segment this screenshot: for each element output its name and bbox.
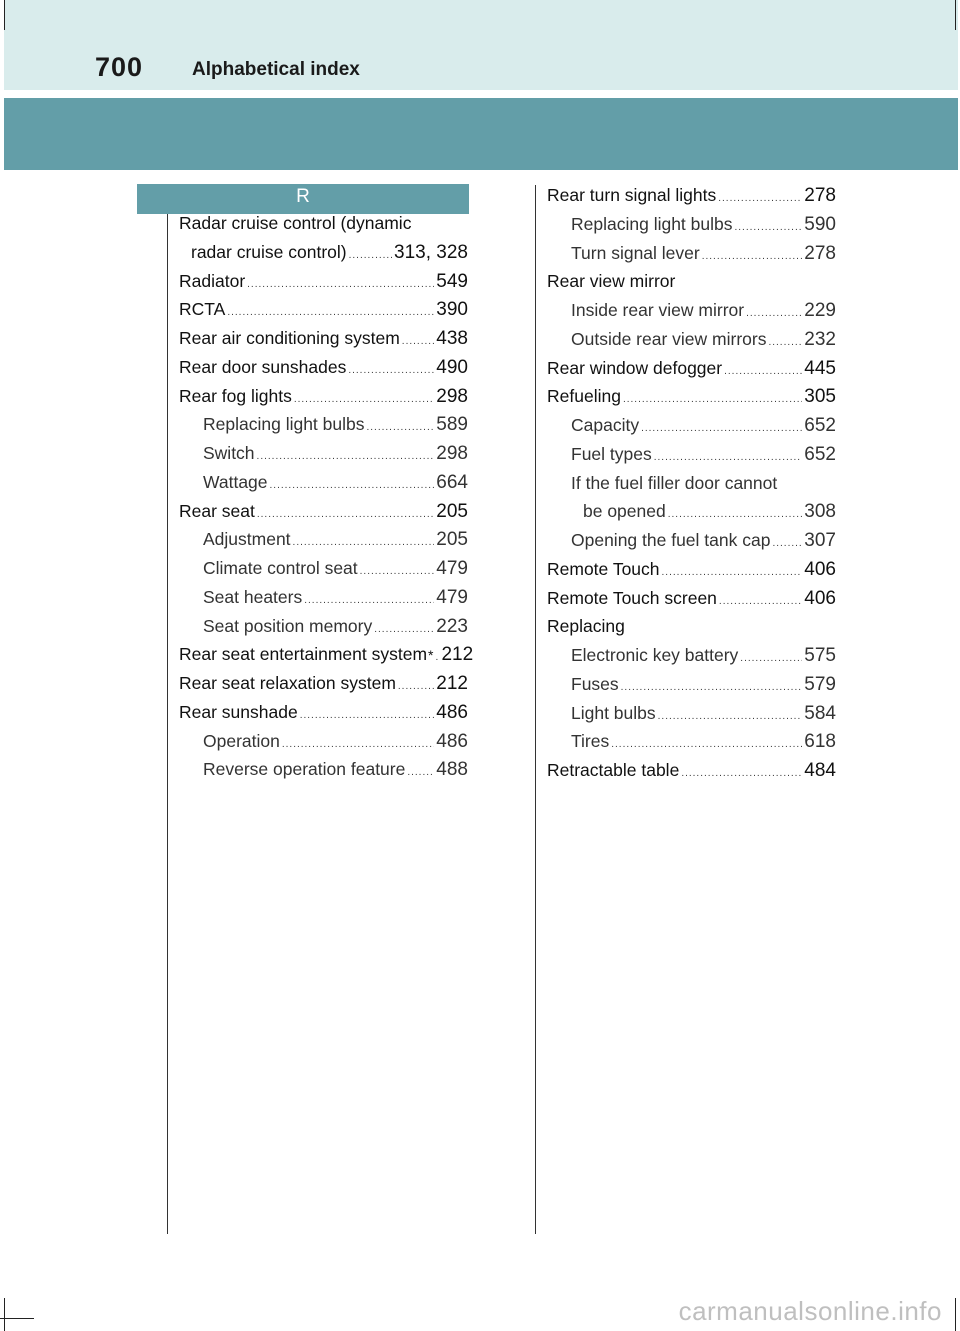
index-entry <box>547 358 836 387</box>
index-entry <box>179 501 468 530</box>
page-number: 700 <box>95 52 144 82</box>
entry-label: Rear seat entertainment system <box>179 644 428 665</box>
index-entry <box>547 530 836 559</box>
entry-page-number[interactable]: 479 <box>436 558 468 579</box>
section-letter-bar: R <box>137 184 469 214</box>
page-title: Alphabetical index <box>192 59 360 80</box>
entry-page-number[interactable]: 584 <box>804 702 836 724</box>
entry-page-number[interactable]: 590 <box>804 213 836 235</box>
leader-dots <box>718 193 802 204</box>
leader-dots <box>257 451 435 462</box>
index-entry <box>179 414 468 443</box>
entry-page-number[interactable]: 589 <box>436 414 468 436</box>
entry-label: Remote Touch screen <box>547 587 717 608</box>
entry-label: Operation <box>203 730 280 751</box>
index-entry <box>179 386 468 415</box>
entry-page-number[interactable]: 406 <box>804 558 836 580</box>
entry-page-number[interactable]: 205 <box>436 500 468 522</box>
entry-page-number[interactable]: 406 <box>804 587 836 609</box>
entry-label: Rear air conditioning system <box>179 328 400 348</box>
index-entry <box>179 587 468 616</box>
leader-dots <box>681 768 802 779</box>
index-entry <box>179 242 468 271</box>
index-entry <box>547 473 836 502</box>
crop-mark <box>0 1318 34 1319</box>
leader-dots <box>719 596 802 607</box>
index-entry <box>179 731 468 760</box>
leader-dots <box>611 739 802 750</box>
index-entry <box>179 644 474 673</box>
index-entry <box>179 271 468 300</box>
entry-page-number[interactable]: 490 <box>436 356 468 378</box>
index-entry <box>547 703 836 732</box>
crop-mark <box>4 0 5 30</box>
entry-page-number[interactable]: 229 <box>804 300 836 321</box>
index-entry <box>179 299 468 328</box>
entry-label: Turn signal lever <box>571 242 700 263</box>
entry-page-number[interactable]: 549 <box>436 270 468 292</box>
leader-dots <box>367 422 435 433</box>
index-entry <box>179 328 468 357</box>
index-entry <box>547 645 836 674</box>
leader-dots <box>293 537 435 548</box>
leader-dots <box>407 767 434 778</box>
entry-page-number[interactable]: 223 <box>436 615 468 637</box>
header-top-band <box>4 0 958 90</box>
leader-dots <box>398 681 434 692</box>
entry-page-number[interactable]: 308 <box>804 501 836 523</box>
entry-page-number[interactable]: 579 <box>804 673 836 695</box>
crop-mark <box>955 0 956 30</box>
index-entry <box>547 415 836 444</box>
entry-page-number[interactable]: 305 <box>804 386 836 408</box>
entry-page-number[interactable]: 298 <box>436 443 468 464</box>
entry-page-number[interactable]: 232 <box>804 328 836 350</box>
entry-page-number[interactable]: 652 <box>804 415 836 436</box>
entry-label: be opened <box>583 501 666 522</box>
index-entry <box>547 616 836 645</box>
index-entry <box>547 559 836 588</box>
leader-dots <box>641 423 802 434</box>
entry-label: Outside rear view mirrors <box>571 328 767 349</box>
entry-label: Adjustment <box>203 529 291 550</box>
entry-page-number[interactable]: 390 <box>436 299 468 321</box>
index-entry <box>547 300 836 329</box>
entry-label: Rear sunshade <box>179 701 298 722</box>
leader-dots <box>294 394 434 405</box>
entry-page-number[interactable]: 313, 328 <box>394 241 468 263</box>
index-column-right <box>547 185 836 789</box>
crop-mark <box>955 1298 956 1331</box>
index-entry <box>179 759 468 788</box>
entry-page-number[interactable]: 652 <box>804 443 836 465</box>
leader-dots <box>621 682 803 693</box>
entry-label: Radiator <box>179 270 246 291</box>
right-column-rule <box>535 185 536 1234</box>
leader-dots <box>282 739 434 750</box>
entry-label: Rear view mirror <box>547 271 676 292</box>
leader-dots <box>654 452 803 463</box>
entry-page-number[interactable]: 307 <box>804 530 836 551</box>
index-entry <box>547 214 836 243</box>
index-entry <box>179 673 468 702</box>
leader-dots <box>247 279 434 290</box>
entry-page-number[interactable]: 486 <box>436 701 468 723</box>
entry-page-number[interactable]: 278 <box>804 242 836 264</box>
leader-dots <box>227 307 434 318</box>
index-entry <box>179 558 468 587</box>
header-color-band <box>4 98 958 170</box>
leader-dots <box>435 652 439 663</box>
entry-label: Replacing light bulbs <box>203 414 365 435</box>
entry-page-number[interactable]: 488 <box>436 759 468 781</box>
index-entry <box>547 243 836 272</box>
index-entry <box>547 731 836 760</box>
leader-dots <box>772 538 802 549</box>
crop-mark <box>4 1298 5 1331</box>
leader-dots <box>662 567 803 578</box>
entry-label: If the fuel filler door cannot <box>571 472 778 493</box>
leader-dots <box>768 337 802 348</box>
entry-page-number[interactable]: 438 <box>436 328 468 349</box>
leader-dots <box>270 480 435 491</box>
leader-dots <box>740 653 802 664</box>
leader-dots <box>402 336 435 347</box>
entry-label: Replacing <box>547 616 625 637</box>
entry-page-number[interactable]: 205 <box>436 529 468 551</box>
entry-label: Opening the fuel tank cap <box>571 530 771 550</box>
index-entry <box>179 616 468 645</box>
entry-label: radar cruise control) <box>191 241 347 262</box>
index-column-left <box>179 213 474 788</box>
index-entry <box>547 444 836 473</box>
entry-page-number[interactable]: 618 <box>804 731 836 753</box>
entry-label: Switch <box>203 443 255 463</box>
entry-label: Rear turn signal lights <box>547 185 717 205</box>
entry-label: Seat heaters <box>203 586 303 607</box>
left-column-rule <box>167 214 168 1234</box>
index-entry <box>547 501 836 530</box>
entry-page-number[interactable]: 484 <box>804 760 836 781</box>
entry-label: Climate control seat <box>203 558 358 578</box>
footnote-asterisk: * <box>428 647 434 664</box>
index-entry <box>547 674 836 703</box>
entry-label: RCTA <box>179 299 226 320</box>
entry-label: Fuses <box>571 673 619 694</box>
entry-label: Tires <box>571 731 610 752</box>
entry-page-number[interactable]: 212 <box>436 673 468 694</box>
index-entry <box>547 329 836 358</box>
entry-label: Radar cruise control (dynamic <box>179 213 412 233</box>
index-entry <box>547 185 836 214</box>
index-entry <box>179 443 468 472</box>
entry-page-number[interactable]: 212 <box>441 644 474 666</box>
leader-dots <box>746 308 802 319</box>
leader-dots <box>257 509 434 520</box>
leader-dots <box>702 251 803 262</box>
leader-dots <box>668 509 803 520</box>
leader-dots <box>735 222 803 233</box>
entry-label: Retractable table <box>547 760 680 780</box>
entry-label: Wattage <box>203 471 268 492</box>
entry-label: Fuel types <box>571 443 652 464</box>
entry-label: Rear seat <box>179 500 255 521</box>
entry-label: Rear window defogger <box>547 357 723 378</box>
entry-label: Electronic key battery <box>571 645 739 665</box>
index-entry <box>547 588 836 617</box>
entry-page-number[interactable]: 479 <box>436 586 468 608</box>
entry-page-number[interactable]: 278 <box>804 185 836 206</box>
entry-page-number[interactable]: 664 <box>436 471 468 493</box>
entry-label: Remote Touch <box>547 558 660 579</box>
entry-label: Light bulbs <box>571 702 656 723</box>
watermark: carmanualsonline.info <box>678 1296 942 1326</box>
entry-label: Rear door sunshades <box>179 356 347 377</box>
index-entry <box>179 357 468 386</box>
leader-dots <box>300 710 435 721</box>
entry-label: Inside rear view mirror <box>571 300 745 320</box>
entry-page-number[interactable]: 486 <box>436 730 468 752</box>
leader-dots <box>349 250 392 261</box>
entry-label: Replacing light bulbs <box>571 213 733 234</box>
entry-page-number[interactable]: 298 <box>436 385 468 407</box>
entry-page-number[interactable]: 445 <box>804 357 836 379</box>
leader-dots <box>658 711 803 722</box>
leader-dots <box>623 394 802 405</box>
entry-page-number[interactable]: 575 <box>804 645 836 666</box>
index-entry <box>179 472 468 501</box>
entry-label: Seat position memory <box>203 615 373 636</box>
entry-label: Rear seat relaxation system <box>179 673 396 693</box>
leader-dots <box>374 624 434 635</box>
leader-dots <box>724 366 802 377</box>
index-entry <box>179 529 468 558</box>
leader-dots <box>304 595 434 606</box>
leader-dots <box>348 365 434 376</box>
index-entry <box>547 271 836 300</box>
entry-label: Rear fog lights <box>179 385 292 406</box>
leader-dots <box>360 566 435 577</box>
entry-label: Reverse operation feature <box>203 759 406 780</box>
index-entry <box>547 386 836 415</box>
index-entry <box>547 760 836 789</box>
entry-label: Refueling <box>547 386 621 407</box>
index-entry <box>179 702 468 731</box>
index-entry <box>179 213 468 242</box>
entry-label: Capacity <box>571 415 640 435</box>
